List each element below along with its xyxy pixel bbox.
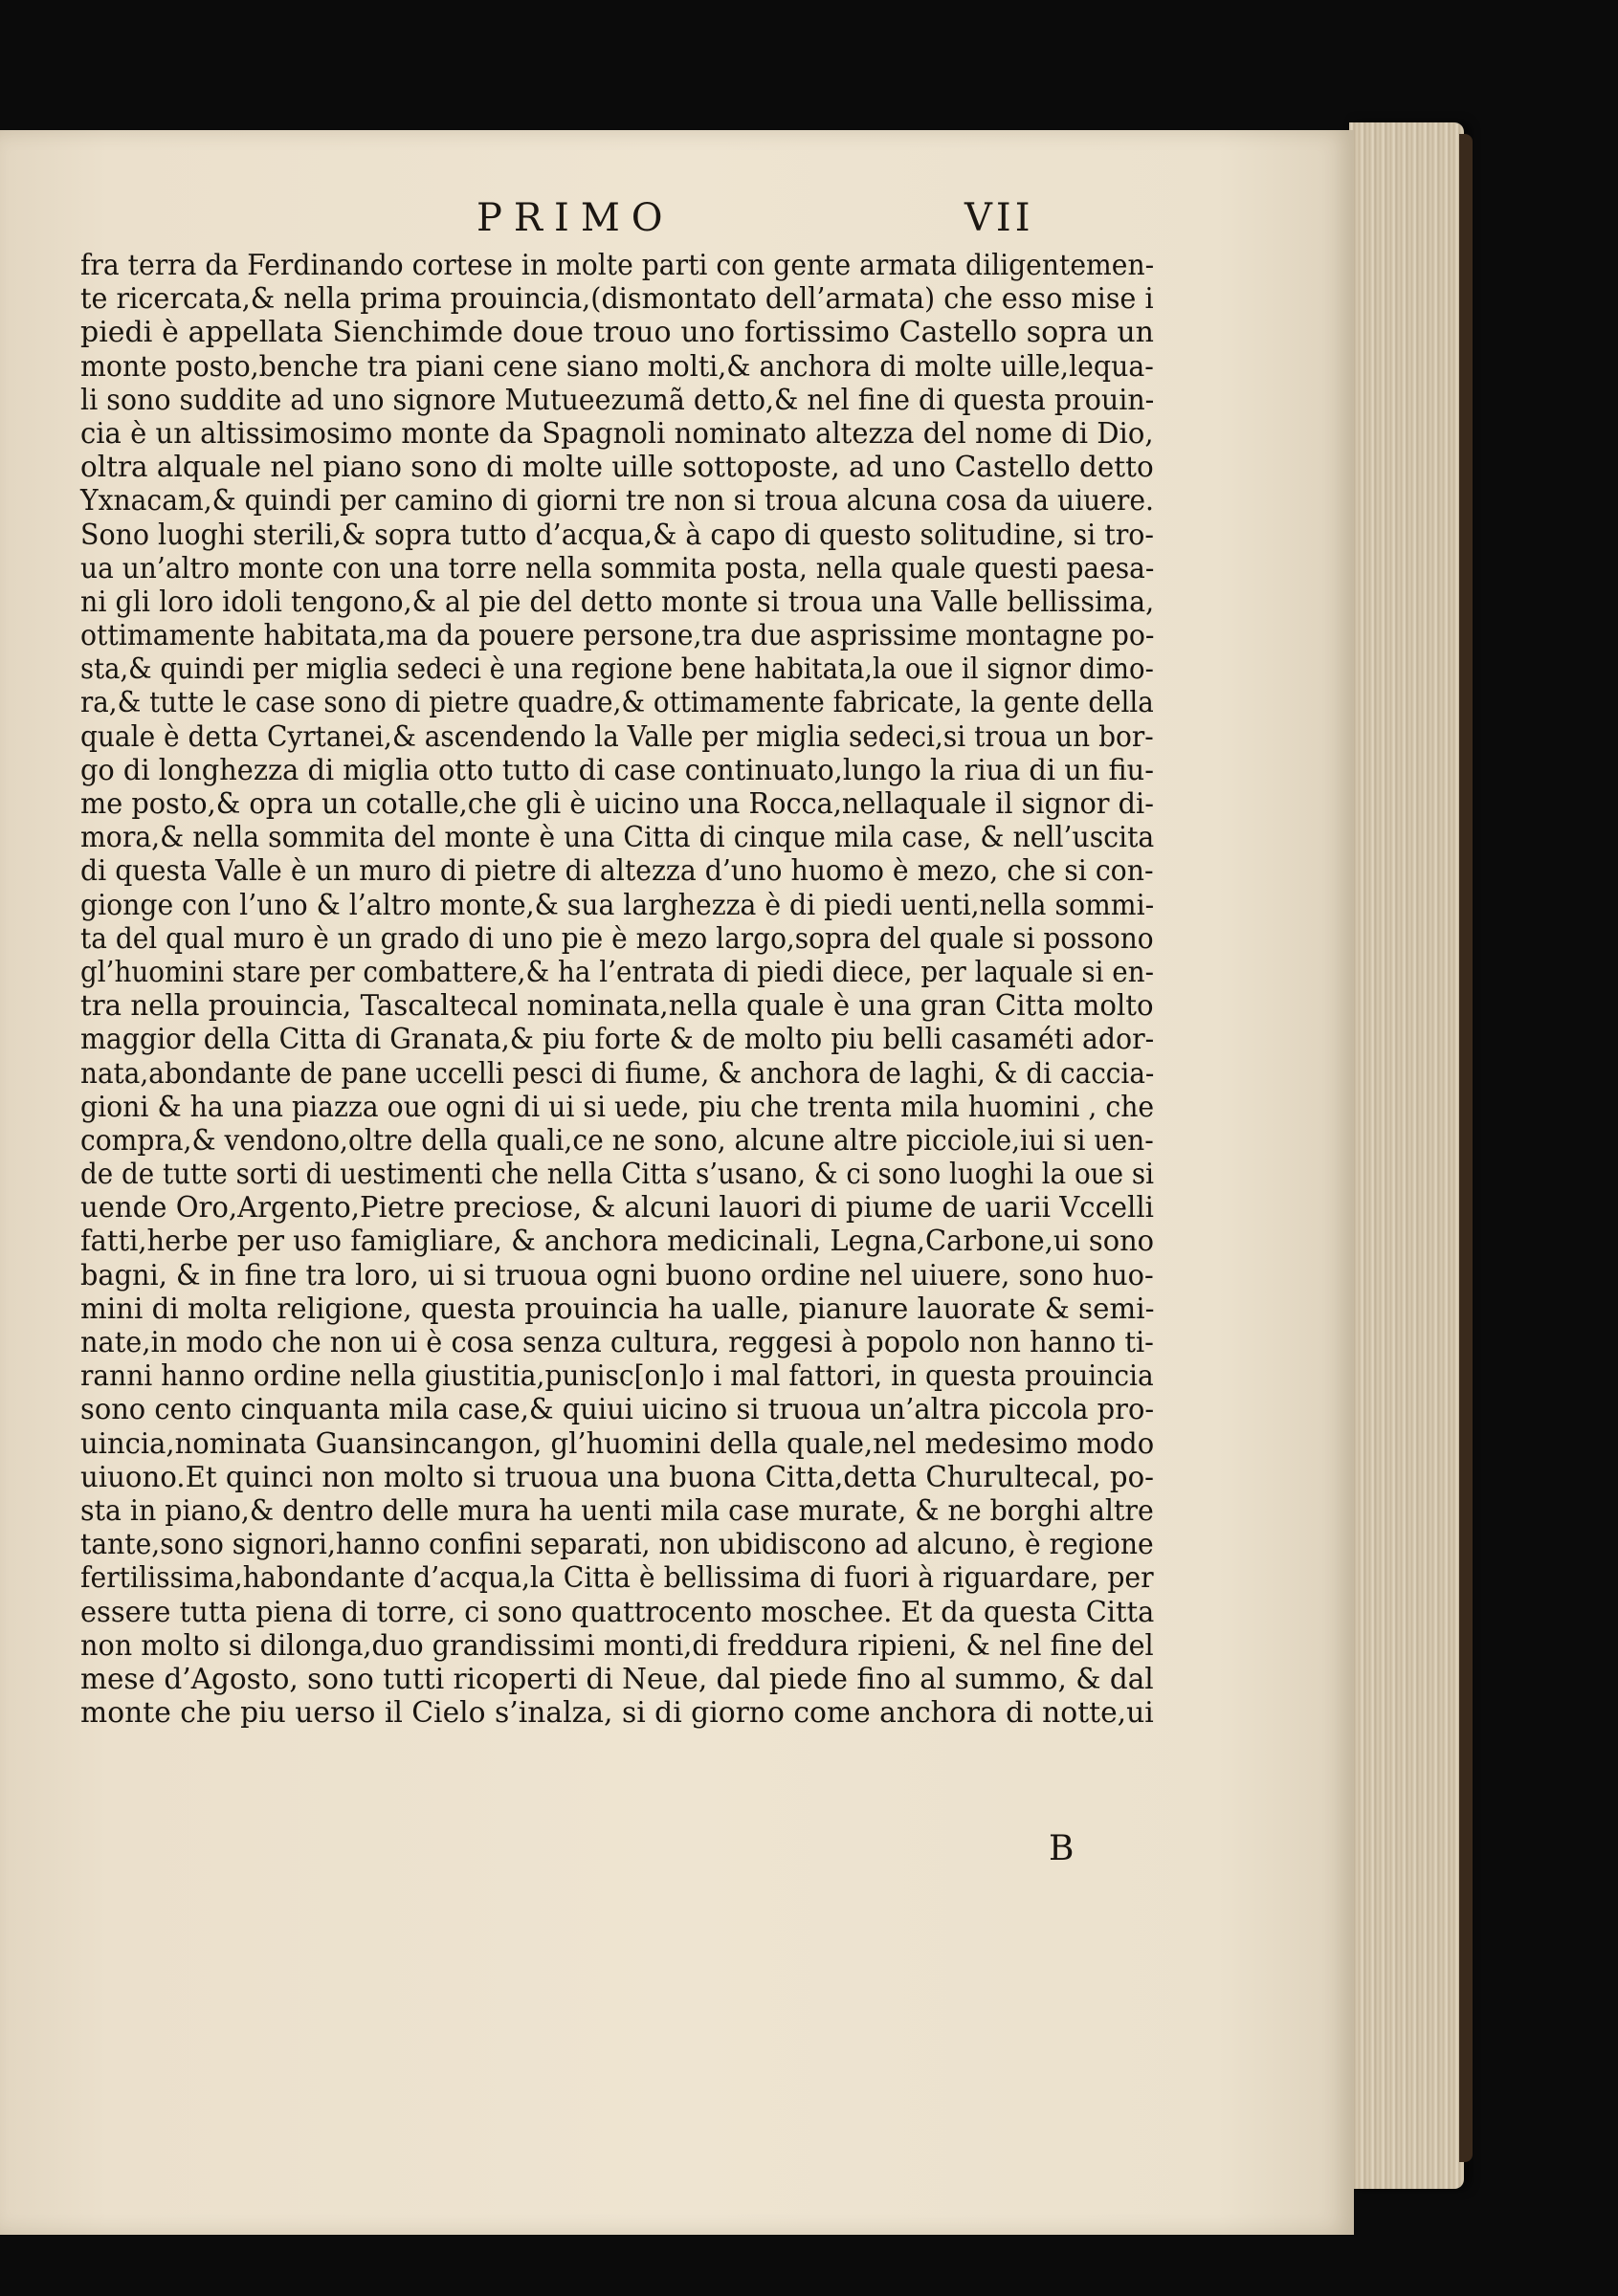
text-line: nata,abondante de pane uccelli pesci di fiume, & anchora de laghi, & di caccia- bbox=[80, 1056, 1155, 1091]
text-line: uincia,nominata Guansincangon, gl’huomini della quale,nel medesimo modo bbox=[80, 1426, 1155, 1461]
text-line: li sono suddite ad uno signore Mutueezumã detto,& nel fine di questa prouin- bbox=[80, 383, 1155, 417]
text-line: ra,& tutte le case sono di pietre quadre,& ottimamente fabricate, la gente della bbox=[80, 686, 1154, 720]
text-line: fra terra da Ferdinando cortese in molte parti con gente armata diligentemen- bbox=[80, 249, 1155, 282]
text-line: ranni hanno ordine nella giustitia,punisc[on]o i mal fattori, in questa prouincia bbox=[80, 1359, 1154, 1394]
signature-mark: B bbox=[1049, 1829, 1075, 1868]
text-line: te ricercata,& nella prima prouincia,(dismontato dell’armata) che esso mise i bbox=[80, 282, 1154, 317]
text-line: ua un’altro monte con una torre nella sommita posta, nella quale questi paesa- bbox=[80, 551, 1155, 585]
text-line: Yxnacam,& quindi per camino di giorni tre non si troua alcuna cosa da uiuere. bbox=[80, 484, 1155, 519]
page-header bbox=[0, 196, 1354, 254]
book-cover-edge bbox=[1459, 134, 1473, 2162]
text-line: piedi è appellata Sienchimde doue trouo uno fortissimo Castello sopra un bbox=[80, 316, 1154, 350]
text-line: ta del qual muro è un grado di uno pie è mezo largo,sopra del quale si possono bbox=[80, 921, 1154, 956]
text-line: nate,in modo che non ui è cosa senza cultura, reggesi à popolo non hanno ti- bbox=[80, 1326, 1154, 1359]
text-line: mora,& nella sommita del monte è una Citta di cinque mila case, & nell’uscita bbox=[80, 821, 1155, 855]
text-line: gl’huomini stare per combattere,& ha l’entrata di piedi diece, per laquale si en- bbox=[80, 955, 1154, 989]
text-line: sta,& quindi per miglia sedeci è una regione bene habitata,la oue il signor dimo- bbox=[80, 652, 1154, 687]
text-line: de de tutte sorti di uestimenti che nella Citta s’usano, & ci sono luoghi la oue si bbox=[80, 1158, 1154, 1192]
text-line: fertilissima,habondante d’acqua,la Citta è bellissima di fuori à riguardare, per bbox=[80, 1561, 1154, 1596]
text-line: Sono luoghi sterili,& sopra tutto d’acqua,& à capo di questo solitudine, si tro- bbox=[80, 518, 1155, 552]
text-line: maggior della Citta di Granata,& piu forte & de molto piu belli casaméti ador- bbox=[80, 1023, 1155, 1057]
text-line: mini di molta religione, questa prouincia ha ualle, pianure lauorate & semi- bbox=[80, 1292, 1155, 1326]
text-line: fatti,herbe per uso famigliare, & anchora medicinali, Legna,Carbone,ui sono bbox=[80, 1225, 1155, 1259]
body-text bbox=[80, 249, 1154, 1730]
text-line: tante,sono signori,hanno confini separati, non ubidiscono ad alcuno, è regione bbox=[80, 1528, 1154, 1562]
text-line: di questa Valle è un muro di pietre di altezza d’uno huomo è mezo, che si con- bbox=[80, 854, 1154, 889]
text-line: tra nella prouincia, Tascaltecal nominata,nella quale è una gran Citta molto bbox=[80, 989, 1154, 1024]
text-line: mese d’Agosto, sono tutti ricoperti di Neue, dal piede fino al summo, & dal bbox=[80, 1662, 1154, 1696]
folio-number: VII bbox=[964, 196, 1034, 240]
text-line: ni gli loro idoli tengono,& al pie del detto monte si troua una Valle bellissima, bbox=[80, 585, 1155, 619]
text-line: bagni, & in fine tra loro, ui si truoua ogni buono ordine nel uiuere, sono huo- bbox=[80, 1258, 1154, 1292]
text-line: uende Oro,Argento,Pietre preciose, & alcuni lauori di piume de uarii Vccelli bbox=[80, 1191, 1154, 1225]
text-line: monte che piu uerso il Cielo s’inalza, si di giorno come anchora di notte,ui bbox=[80, 1696, 1154, 1731]
text-line: essere tutta piena di torre, ci sono quattrocento moschee. Et da questa Citta bbox=[80, 1595, 1155, 1629]
text-line: me posto,& opra un cotalle,che gli è uicino una Rocca,nellaquale il signor di- bbox=[80, 787, 1154, 821]
page-edges bbox=[1349, 122, 1464, 2189]
text-line: quale è detta Cyrtanei,& ascendendo la Valle per miglia sedeci,si troua un bor- bbox=[80, 719, 1154, 754]
text-line: non molto si dilonga,duo grandissimi monti,di freddura ripieni, & nel fine del bbox=[80, 1628, 1154, 1663]
text-line: uiuono.Et quinci non molto si truoua una buona Citta,detta Churultecal, po- bbox=[80, 1460, 1155, 1494]
text-line: gionge con l’uno & l’altro monte,& sua larghezza è di piedi uenti,nella sommi- bbox=[80, 888, 1155, 922]
text-line: monte posto,benche tra piani cene siano molti,& anchora di molte uille,lequa- bbox=[80, 349, 1154, 384]
text-line: ottimamente habitata,ma da pouere persone,tra due asprissime montagne po- bbox=[80, 619, 1155, 653]
text-line: cia è un altissimosimo monte da Spagnoli nominato altezza del nome di Dio, bbox=[80, 416, 1154, 451]
text-line: oltra alquale nel piano sono di molte uille sottoposte, ad uno Castello detto bbox=[80, 451, 1154, 485]
running-head: PRIMO bbox=[477, 196, 675, 240]
text-line: gioni & ha una piazza oue ogni di ui si uede, piu che trenta mila huomini , che bbox=[80, 1090, 1155, 1124]
text-line: compra,& vendono,oltre della quali,ce ne sono, alcune altre picciole,iui si uen- bbox=[80, 1123, 1154, 1158]
text-line: sono cento cinquanta mila case,& quiui uicino si truoua un’altra piccola pro- bbox=[80, 1393, 1155, 1427]
text-line: go di longhezza di miglia otto tutto di case continuato,lungo la riua di un fiu- bbox=[80, 753, 1154, 787]
text-line: sta in piano,& dentro delle mura ha uenti mila case murate, & ne borghi altre bbox=[80, 1493, 1154, 1528]
